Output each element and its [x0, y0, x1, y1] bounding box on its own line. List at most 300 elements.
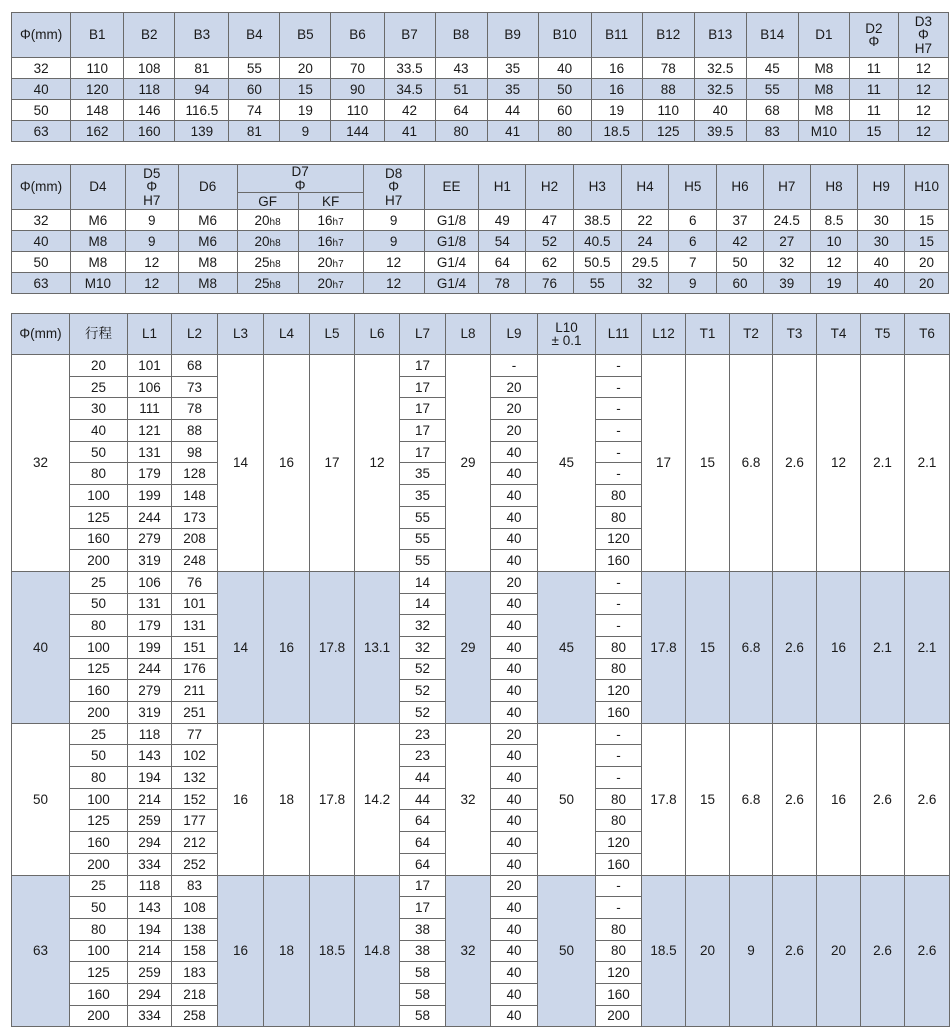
- table-cell: 9: [363, 210, 424, 231]
- header-cell: Φ(mm): [12, 165, 71, 210]
- table-cell: 160: [70, 983, 128, 1005]
- header-cell: B13: [694, 13, 746, 58]
- fit-tolerance: h7: [332, 279, 344, 291]
- table-cell: 77: [172, 723, 218, 745]
- table-cell: 125: [70, 506, 128, 528]
- table-cell: 40: [491, 897, 538, 919]
- table-cell: 23: [400, 745, 446, 767]
- table-cell: 125: [642, 121, 694, 142]
- table-cell: 40: [491, 788, 538, 810]
- table-cell: 176: [172, 658, 218, 680]
- table-cell: 32: [12, 58, 71, 79]
- table-cell: 16: [591, 58, 642, 79]
- table-cell: 106: [128, 571, 172, 593]
- table-cell: 40: [491, 745, 538, 767]
- table-cell: -: [596, 355, 642, 377]
- table-cell: 14: [218, 571, 264, 723]
- table-cell: 27: [763, 231, 810, 252]
- table-cell: 40: [491, 853, 538, 875]
- table-cell: 120: [596, 528, 642, 550]
- table1-header-row: [12, 13, 949, 58]
- table-cell: 55: [400, 506, 446, 528]
- table-cell: 51: [435, 79, 487, 100]
- table-row: [12, 355, 950, 377]
- table-cell: 131: [172, 615, 218, 637]
- table-cell: 9: [280, 121, 331, 142]
- table-cell: 199: [128, 636, 172, 658]
- fit-tolerance: h8: [269, 279, 281, 291]
- header-cell: Φ(mm): [12, 13, 71, 58]
- table-cell: 131: [128, 593, 172, 615]
- table-cell: 20: [491, 875, 538, 897]
- table-cell: 40: [491, 441, 538, 463]
- bore-cell: 63: [12, 875, 70, 1027]
- table-cell: 76: [172, 571, 218, 593]
- table-cell: 83: [746, 121, 798, 142]
- fit-tolerance: h8: [269, 258, 281, 270]
- table-cell: 80: [596, 485, 642, 507]
- header-cell: B4: [229, 13, 280, 58]
- table-cell: 32: [763, 252, 810, 273]
- table-cell: G1/8: [424, 210, 479, 231]
- table-cell: 148: [71, 100, 124, 121]
- table-cell: 20: [905, 252, 949, 273]
- table-cell: 148: [172, 485, 218, 507]
- table-cell: 12: [355, 355, 400, 572]
- table-cell: 2.6: [905, 875, 950, 1027]
- table-cell: 16: [218, 723, 264, 875]
- header-cell: B9: [487, 13, 538, 58]
- fit-tolerance: h8: [269, 237, 281, 249]
- table-cell: 52: [526, 231, 574, 252]
- header-cell: B6: [331, 13, 384, 58]
- table-cell: 118: [128, 723, 172, 745]
- table-cell: 40: [12, 231, 71, 252]
- table-cell: 6.8: [730, 571, 773, 723]
- table-cell: 111: [128, 398, 172, 420]
- table-cell: 58: [400, 962, 446, 984]
- fit-value: 20: [254, 233, 270, 249]
- header-cell: T1: [686, 314, 730, 355]
- table-cell: 179: [128, 463, 172, 485]
- table-cell: -: [596, 398, 642, 420]
- table-cell: 80: [70, 615, 128, 637]
- table-cell: M8: [178, 273, 237, 294]
- dimension-table-b: [11, 12, 949, 142]
- header-line: H7: [914, 40, 933, 56]
- table-cell: 199: [128, 485, 172, 507]
- table-cell: 38.5: [573, 210, 621, 231]
- table-cell: 30: [858, 210, 905, 231]
- table-cell: 2.6: [861, 875, 905, 1027]
- dimension-table-l: [11, 313, 950, 1027]
- table-cell: 55: [573, 273, 621, 294]
- table-cell: 9: [730, 875, 773, 1027]
- table-cell: 62: [526, 252, 574, 273]
- table-cell: 40: [858, 273, 905, 294]
- table-cell: 40: [538, 58, 591, 79]
- table-cell: 25: [70, 723, 128, 745]
- table-cell: 60: [538, 100, 591, 121]
- table-cell: 334: [128, 853, 172, 875]
- table-cell: 259: [128, 962, 172, 984]
- table-cell: 40: [491, 528, 538, 550]
- fit-value: 20: [317, 275, 333, 291]
- table-cell: 19: [810, 273, 858, 294]
- table-cell: 16: [817, 723, 861, 875]
- table-cell: G1/4: [424, 273, 479, 294]
- table-cell: 160: [596, 702, 642, 724]
- table3-header-row: [12, 314, 950, 355]
- header-line: D5: [143, 165, 161, 181]
- table-cell: 88: [642, 79, 694, 100]
- table-cell: 78: [172, 398, 218, 420]
- table-cell: 80: [596, 658, 642, 680]
- header-cell-kf: KF: [298, 193, 363, 210]
- header-cell: B14: [746, 13, 798, 58]
- table-cell: 64: [479, 252, 526, 273]
- table-cell: 15: [686, 355, 730, 572]
- table-cell: 40: [491, 593, 538, 615]
- fit-cell-gf: [237, 252, 298, 273]
- header-cell: D4: [70, 165, 125, 210]
- table-cell: 20: [686, 875, 730, 1027]
- fit-tolerance: h7: [332, 237, 344, 249]
- table-row: [12, 210, 949, 231]
- table-cell: 17: [642, 355, 686, 572]
- header-line: Φ: [146, 179, 158, 195]
- table-cell: 23: [400, 723, 446, 745]
- header-cell: L3: [218, 314, 264, 355]
- table-cell: -: [596, 745, 642, 767]
- table-cell: -: [596, 615, 642, 637]
- table-cell: 52: [400, 658, 446, 680]
- table-cell: 35: [487, 58, 538, 79]
- table-cell: 64: [400, 832, 446, 854]
- header-line: Φ: [294, 177, 306, 193]
- table-cell: 17: [400, 897, 446, 919]
- header-cell: T3: [773, 314, 817, 355]
- header-line: Φ: [388, 179, 399, 195]
- table-cell: 8.5: [810, 210, 858, 231]
- fit-cell-gf: [237, 231, 298, 252]
- header-cell: L6: [355, 314, 400, 355]
- table-cell: 160: [70, 680, 128, 702]
- table-cell: 2.6: [905, 723, 950, 875]
- table-cell: 131: [128, 441, 172, 463]
- table-cell: 160: [124, 121, 175, 142]
- table-cell: 43: [435, 58, 487, 79]
- table-cell: 50: [70, 593, 128, 615]
- table3-body: [12, 355, 950, 1027]
- header-cell: B12: [642, 13, 694, 58]
- table-cell: 60: [229, 79, 280, 100]
- header-line: Φ: [868, 34, 880, 49]
- table-cell: 20: [491, 376, 538, 398]
- table-cell: 40: [491, 810, 538, 832]
- table-cell: 14.8: [355, 875, 400, 1027]
- table-cell: 15: [686, 723, 730, 875]
- header-line: L10: [555, 319, 578, 335]
- header-cell: L8: [446, 314, 491, 355]
- table-cell: 125: [70, 962, 128, 984]
- header-cell: T2: [730, 314, 773, 355]
- table-cell: 248: [172, 550, 218, 572]
- table-cell: 20: [70, 355, 128, 377]
- table-cell: 50: [717, 252, 764, 273]
- fit-tolerance: h7: [332, 216, 344, 228]
- table-cell: -: [596, 463, 642, 485]
- table-cell: 17.8: [310, 723, 355, 875]
- table-cell: 7: [669, 252, 717, 273]
- table-cell: 108: [172, 897, 218, 919]
- table-cell: 49: [479, 210, 526, 231]
- header-cell: B2: [124, 13, 175, 58]
- header-cell: H6: [717, 165, 764, 210]
- table-cell: 12: [898, 121, 948, 142]
- table-cell: 80: [596, 918, 642, 940]
- table-cell: 118: [128, 875, 172, 897]
- table-cell: 18.5: [591, 121, 642, 142]
- header-cell: L7: [400, 314, 446, 355]
- table1-body: [12, 58, 949, 142]
- table-cell: 60: [717, 273, 764, 294]
- table-cell: 80: [70, 463, 128, 485]
- table-cell: M10: [70, 273, 125, 294]
- table-cell: 179: [128, 615, 172, 637]
- table-cell: 6.8: [730, 723, 773, 875]
- table-cell: 12: [125, 273, 178, 294]
- table-cell: 102: [172, 745, 218, 767]
- table-cell: 64: [435, 100, 487, 121]
- table-cell: 40: [491, 506, 538, 528]
- table-cell: 14: [400, 571, 446, 593]
- fit-value: 25: [254, 254, 270, 270]
- table-cell: 211: [172, 680, 218, 702]
- table-cell: 132: [172, 767, 218, 789]
- header-cell-d3: [898, 13, 948, 58]
- table-cell: 214: [128, 788, 172, 810]
- table-cell: 177: [172, 810, 218, 832]
- header-line: D2: [865, 20, 883, 36]
- table-cell: 110: [642, 100, 694, 121]
- table-cell: 101: [128, 355, 172, 377]
- table-cell: 29.5: [621, 252, 669, 273]
- table-cell: 40: [491, 962, 538, 984]
- table-cell: -: [491, 355, 538, 377]
- table-cell: 64: [400, 853, 446, 875]
- table-cell: 258: [172, 1005, 218, 1027]
- table-cell: 20: [280, 58, 331, 79]
- table-cell: 30: [858, 231, 905, 252]
- table-cell: 20: [491, 723, 538, 745]
- table-cell: 100: [70, 940, 128, 962]
- header-cell-l10: [538, 314, 596, 355]
- table-cell: -: [596, 897, 642, 919]
- table-cell: 35: [400, 485, 446, 507]
- fit-cell-gf: [237, 273, 298, 294]
- table-cell: 18: [264, 875, 310, 1027]
- table-cell: M6: [70, 210, 125, 231]
- table-cell: 12: [898, 79, 948, 100]
- table-cell: M8: [70, 231, 125, 252]
- table-cell: 158: [172, 940, 218, 962]
- table-cell: 6: [669, 231, 717, 252]
- header-cell: B5: [280, 13, 331, 58]
- table-cell: 200: [70, 550, 128, 572]
- table-cell: 2.1: [861, 571, 905, 723]
- table-cell: 35: [400, 463, 446, 485]
- table-cell: -: [596, 723, 642, 745]
- header-line: D7: [291, 164, 309, 179]
- fit-cell-kf: [298, 273, 363, 294]
- table-cell: 194: [128, 767, 172, 789]
- table-cell: M6: [178, 210, 237, 231]
- table-cell: 25: [70, 875, 128, 897]
- table-cell: 40: [491, 636, 538, 658]
- header-cell: Φ(mm): [12, 314, 70, 355]
- table-cell: G1/8: [424, 231, 479, 252]
- header-cell: H3: [573, 165, 621, 210]
- fit-value: 25: [254, 275, 270, 291]
- table-cell: 218: [172, 983, 218, 1005]
- table-cell: 50: [12, 100, 71, 121]
- fit-value: 20: [317, 254, 333, 270]
- table-cell: 121: [128, 420, 172, 442]
- table-cell: M10: [798, 121, 849, 142]
- bore-cell: 50: [12, 723, 70, 875]
- table-cell: 47: [526, 210, 574, 231]
- table-cell: 32.5: [694, 58, 746, 79]
- table-cell: 12: [810, 252, 858, 273]
- table-cell: 160: [70, 832, 128, 854]
- table-cell: 39.5: [694, 121, 746, 142]
- table-cell: 80: [596, 506, 642, 528]
- table-cell: 80: [596, 940, 642, 962]
- table-cell: 14.2: [355, 723, 400, 875]
- header-cell: H8: [810, 165, 858, 210]
- table-cell: 200: [596, 1005, 642, 1027]
- table-cell: 40: [491, 615, 538, 637]
- table-cell: 45: [746, 58, 798, 79]
- table-cell: 55: [746, 79, 798, 100]
- table-cell: 80: [596, 810, 642, 832]
- header-cell: L12: [642, 314, 686, 355]
- table-cell: 32: [446, 723, 491, 875]
- fit-cell-gf: [237, 210, 298, 231]
- table-cell: 151: [172, 636, 218, 658]
- table-cell: 38: [400, 940, 446, 962]
- table-cell: 9: [125, 210, 178, 231]
- table-cell: 16: [817, 571, 861, 723]
- table-cell: 18.5: [642, 875, 686, 1027]
- table-row: [12, 875, 950, 897]
- table-cell: 17: [400, 875, 446, 897]
- table-cell: 120: [596, 962, 642, 984]
- table-cell: 41: [384, 121, 435, 142]
- table-cell: 6.8: [730, 355, 773, 572]
- table-cell: 17: [400, 398, 446, 420]
- table-cell: 40: [491, 918, 538, 940]
- table-cell: 68: [172, 355, 218, 377]
- header-cell: L2: [172, 314, 218, 355]
- fit-value: 16: [317, 212, 333, 228]
- table-cell: 11: [849, 100, 898, 121]
- table-cell: 2.6: [773, 355, 817, 572]
- table-cell: 160: [596, 983, 642, 1005]
- table-cell: 50: [538, 79, 591, 100]
- fit-tolerance: h8: [269, 216, 281, 228]
- table-cell: 40: [12, 79, 71, 100]
- table-cell: 40: [491, 832, 538, 854]
- table-cell: 128: [172, 463, 218, 485]
- table-cell: 42: [384, 100, 435, 121]
- table-cell: M8: [178, 252, 237, 273]
- table-cell: 20: [817, 875, 861, 1027]
- table-cell: 52: [400, 680, 446, 702]
- table-cell: 80: [435, 121, 487, 142]
- table-cell: 15: [905, 210, 949, 231]
- header-cell: EE: [424, 165, 479, 210]
- fit-cell-kf: [298, 252, 363, 273]
- table-cell: 42: [717, 231, 764, 252]
- table-cell: 74: [229, 100, 280, 121]
- table-cell: 144: [331, 121, 384, 142]
- table-cell: 183: [172, 962, 218, 984]
- table-cell: 98: [172, 441, 218, 463]
- table-cell: 12: [125, 252, 178, 273]
- table-row: [12, 723, 950, 745]
- table-cell: 251: [172, 702, 218, 724]
- table-cell: 20: [905, 273, 949, 294]
- header-cell: L9: [491, 314, 538, 355]
- table-cell: 80: [70, 767, 128, 789]
- header-cell: T5: [861, 314, 905, 355]
- table-cell: 40: [70, 420, 128, 442]
- table-cell: 32: [621, 273, 669, 294]
- table-cell: 39: [763, 273, 810, 294]
- table-cell: 78: [642, 58, 694, 79]
- table-cell: 40: [491, 1005, 538, 1027]
- fit-cell-kf: [298, 231, 363, 252]
- table-cell: 40: [491, 550, 538, 572]
- header-line: H7: [143, 192, 161, 208]
- header-cell: B1: [71, 13, 124, 58]
- table-cell: 55: [229, 58, 280, 79]
- table-cell: -: [596, 875, 642, 897]
- header-cell: D1: [798, 13, 849, 58]
- table-cell: 208: [172, 528, 218, 550]
- table-cell: 18.5: [310, 875, 355, 1027]
- table-row: [12, 571, 950, 593]
- table-cell: 10: [810, 231, 858, 252]
- header-cell: H7: [763, 165, 810, 210]
- table-cell: 50: [538, 875, 596, 1027]
- table-cell: 101: [172, 593, 218, 615]
- table-cell: 40.5: [573, 231, 621, 252]
- table-cell: 116.5: [175, 100, 229, 121]
- table-cell: 12: [898, 58, 948, 79]
- table-cell: 106: [128, 376, 172, 398]
- table-cell: 80: [596, 636, 642, 658]
- table-cell: 32: [400, 636, 446, 658]
- table-cell: 17: [310, 355, 355, 572]
- header-cell-gf: GF: [237, 193, 298, 210]
- fit-value: 20: [254, 212, 270, 228]
- table-cell: 45: [538, 355, 596, 572]
- table-row: [12, 121, 949, 142]
- table-cell: 40: [491, 680, 538, 702]
